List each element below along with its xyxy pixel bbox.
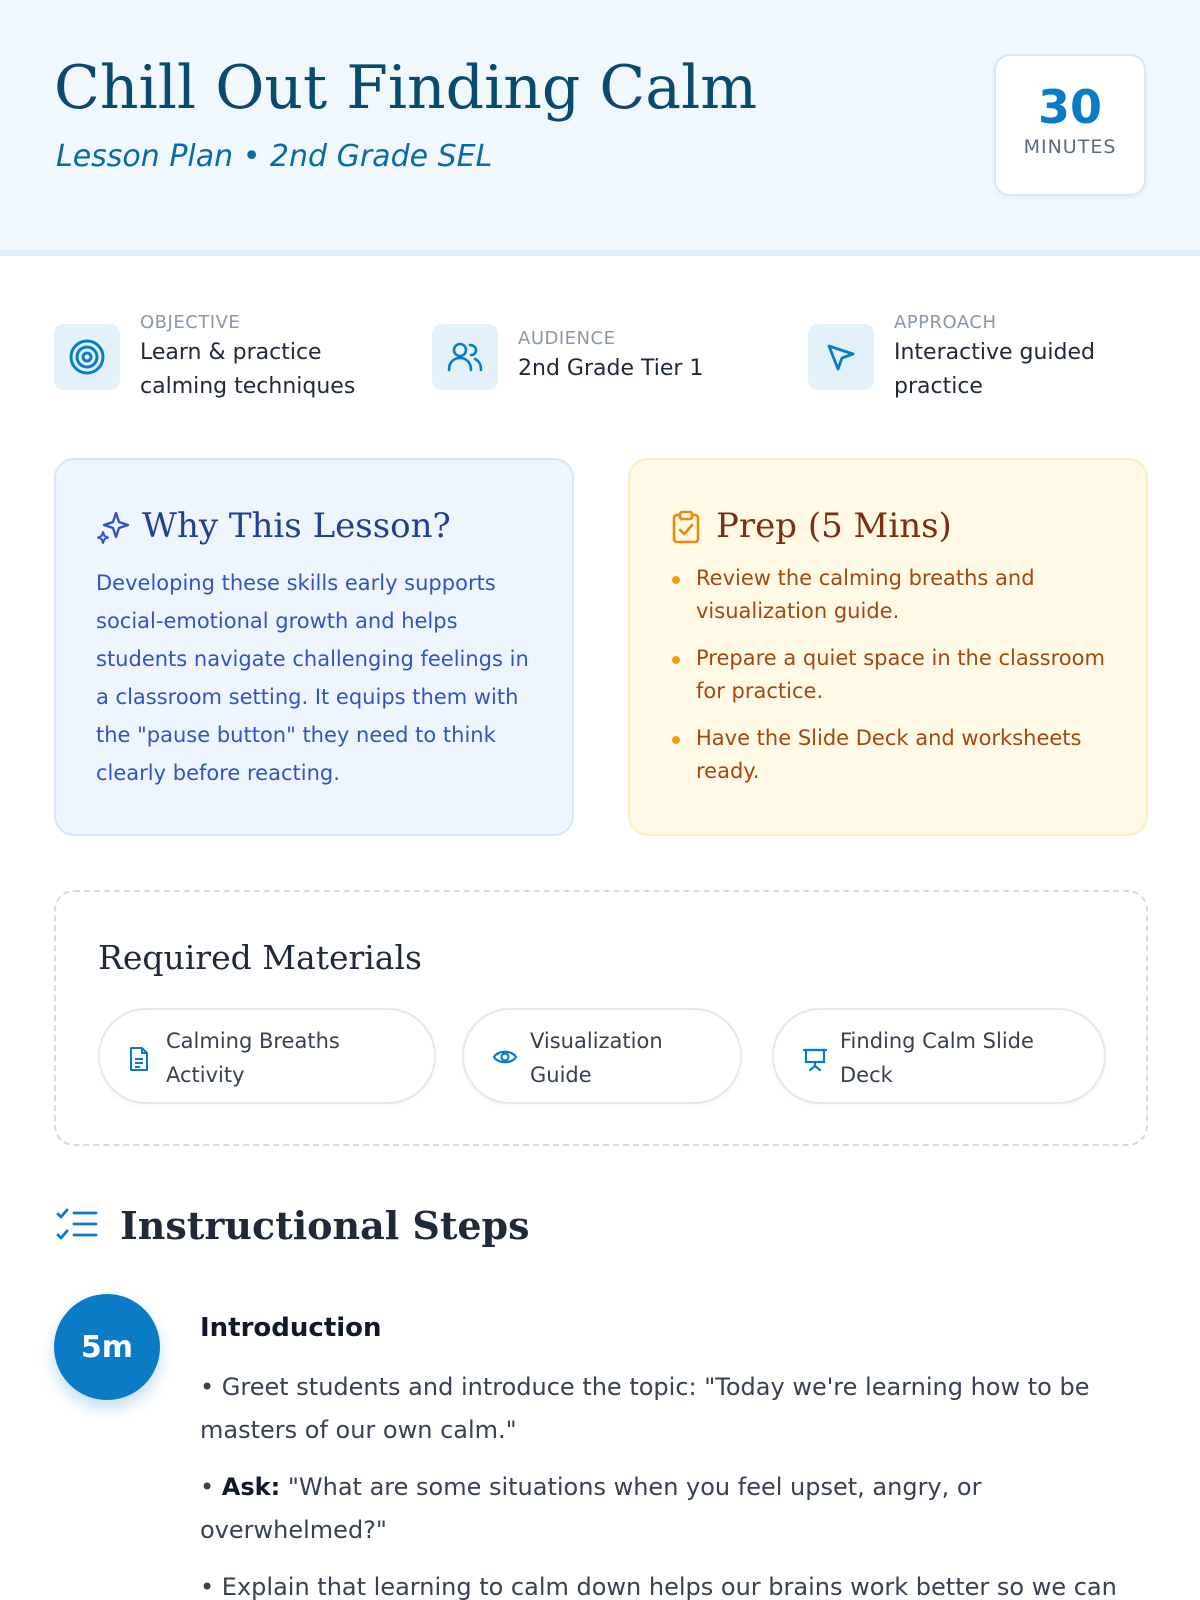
- required-materials: [54, 890, 1148, 1146]
- material-calming-breaths[interactable]: [98, 1008, 436, 1104]
- pointer-icon: [808, 324, 874, 390]
- material-label: Calming Breaths Activity: [166, 1029, 340, 1087]
- meta-label: AUDIENCE: [518, 328, 616, 349]
- list-item: [670, 562, 1120, 628]
- why-text: Developing these skills early supports social-emotional growth and helps students navigate challenging feelings in a classroom setting. It equips them with the "pause button" they need to think clearly before reacting.: [96, 571, 529, 785]
- prep-item-text: Prepare a quiet space in the classroom for practice.: [696, 646, 1105, 703]
- bullet: •: [200, 1373, 222, 1401]
- material-label: Finding Calm Slide Deck: [840, 1029, 1034, 1087]
- why-lesson-card: [54, 458, 574, 836]
- step-line-text: Greet students and introduce the topic: "Today we're learning how to be masters of our own calm.": [200, 1373, 1090, 1444]
- material-visualization-guide[interactable]: [462, 1008, 742, 1104]
- target-icon: [54, 324, 120, 390]
- prep-title: Prep (5 Mins): [716, 506, 952, 546]
- bullet: •: [200, 1573, 222, 1600]
- lesson-header: [0, 0, 1200, 256]
- prep-card: [628, 458, 1148, 836]
- step-line: [200, 1366, 1130, 1452]
- meta-value: Interactive guided practice: [894, 340, 1095, 399]
- bullet-icon: [672, 576, 680, 584]
- meta-approach: [808, 308, 1148, 418]
- meta-value: 2nd Grade Tier 1: [518, 356, 704, 381]
- bullet-icon: [672, 736, 680, 744]
- meta-objective: [54, 308, 394, 418]
- material-slide-deck[interactable]: [772, 1008, 1106, 1104]
- step-line-keyword: Ask:: [221, 1473, 281, 1501]
- duration-card: [994, 54, 1146, 196]
- meta-label: OBJECTIVE: [140, 312, 241, 333]
- step-line: [200, 1566, 1130, 1600]
- document-icon: [128, 1046, 150, 1077]
- meta-value: Learn & practice calming techniques: [140, 340, 356, 399]
- why-title: Why This Lesson?: [142, 506, 451, 546]
- step-line-text: Explain that learning to calm down helps our brains work better so we can: [221, 1573, 1117, 1600]
- step-duration-badge: 5m: [54, 1294, 160, 1400]
- material-label: Visualization Guide: [530, 1029, 663, 1087]
- bullet: •: [200, 1473, 222, 1501]
- sparkles-icon: [96, 510, 130, 549]
- steps-title: Instructional Steps: [120, 1203, 530, 1248]
- users-icon: [432, 324, 498, 390]
- meta-audience: [432, 308, 772, 418]
- eye-icon: [492, 1046, 518, 1073]
- meta-label: APPROACH: [894, 312, 997, 333]
- list-item: [670, 642, 1120, 708]
- presentation-icon: [802, 1046, 828, 1077]
- duration-unit: MINUTES: [1023, 136, 1117, 158]
- prep-list: [670, 562, 1120, 802]
- duration-value: 30: [1037, 80, 1102, 134]
- list-item: [670, 722, 1120, 788]
- clipboard-check-icon: [670, 510, 702, 549]
- step-line-text: "What are some situations when you feel upset, angry, or overwhelmed?": [200, 1473, 982, 1544]
- step-instructions: [200, 1366, 1130, 1600]
- prep-item-text: Have the Slide Deck and worksheets ready.: [696, 726, 1082, 783]
- page-title: Chill Out Finding Calm: [54, 53, 758, 123]
- step-line: [200, 1466, 1130, 1552]
- step-title: Introduction: [200, 1313, 382, 1343]
- page-subtitle: Lesson Plan • 2nd Grade SEL: [56, 139, 493, 174]
- materials-title: Required Materials: [98, 938, 422, 977]
- checklist-icon: [56, 1208, 98, 1247]
- prep-item-text: Review the calming breaths and visualization guide.: [696, 566, 1035, 623]
- bullet-icon: [672, 656, 680, 664]
